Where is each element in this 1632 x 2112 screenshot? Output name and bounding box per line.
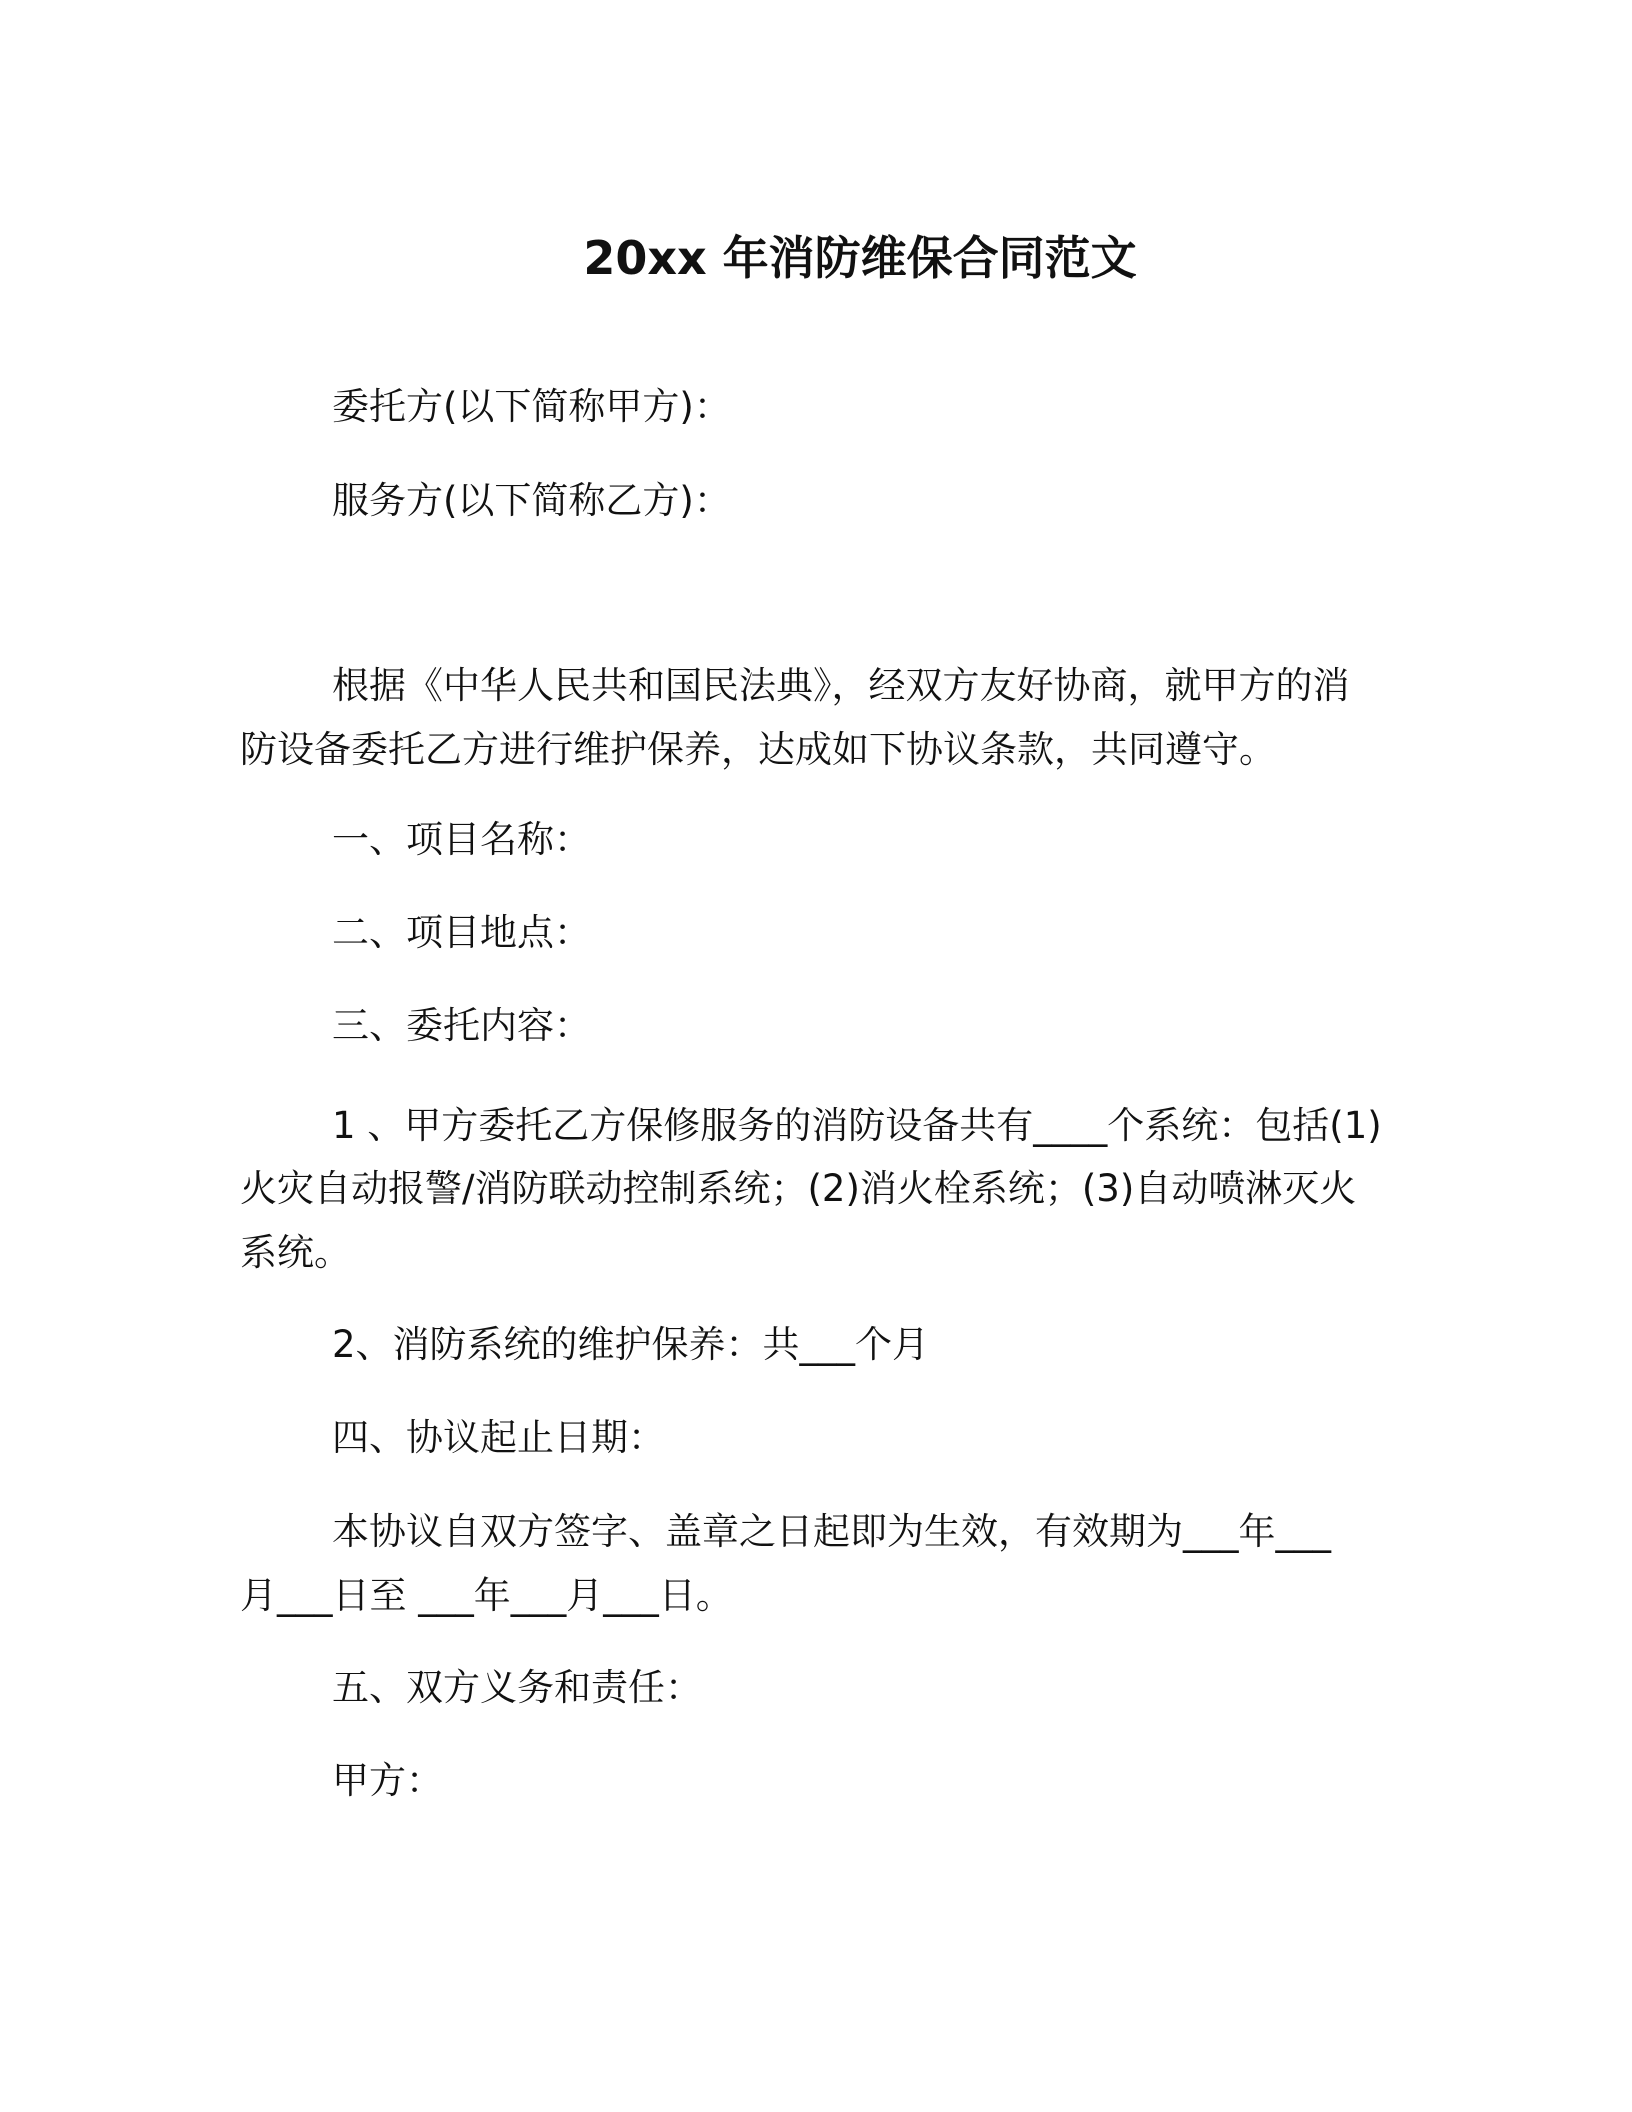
section-project-location: 二、项目地点： [332,911,591,954]
section-obligations: 五、双方义务和责任： [332,1666,702,1709]
document-title: 20xx 年消防维保合同范文 [583,231,1137,285]
section-project-name: 一、项目名称： [332,818,591,861]
party-a-heading: 甲方： [332,1759,443,1802]
preamble-line-1: 根据《中华人民共和国民法典》，经双方友好协商，就甲方的消 [332,664,1350,707]
item-1-line-2: 火灾自动报警/消防联动控制系统；(2)消火栓系统；(3)自动喷淋灭火 [240,1167,1357,1210]
section-commission-content: 三、委托内容： [332,1004,591,1047]
item-1-line-1: 1 、甲方委托乙方保修服务的消防设备共有____个系统：包括(1) [332,1104,1382,1147]
party-b-line: 服务方(以下简称乙方)： [332,479,731,522]
term-line-2: 月___日至 ___年___月___日。 [240,1574,733,1617]
term-line-1: 本协议自双方签字、盖章之日起即为生效，有效期为___年___ [332,1510,1331,1553]
party-a-line: 委托方(以下简称甲方)： [332,385,731,428]
section-agreement-period: 四、协议起止日期： [332,1416,665,1459]
preamble-line-2: 防设备委托乙方进行维护保养，达成如下协议条款，共同遵守。 [240,728,1276,771]
item-1-line-3: 系统。 [240,1231,351,1274]
item-2-line: 2、消防系统的维护保养：共___个月 [332,1323,930,1366]
